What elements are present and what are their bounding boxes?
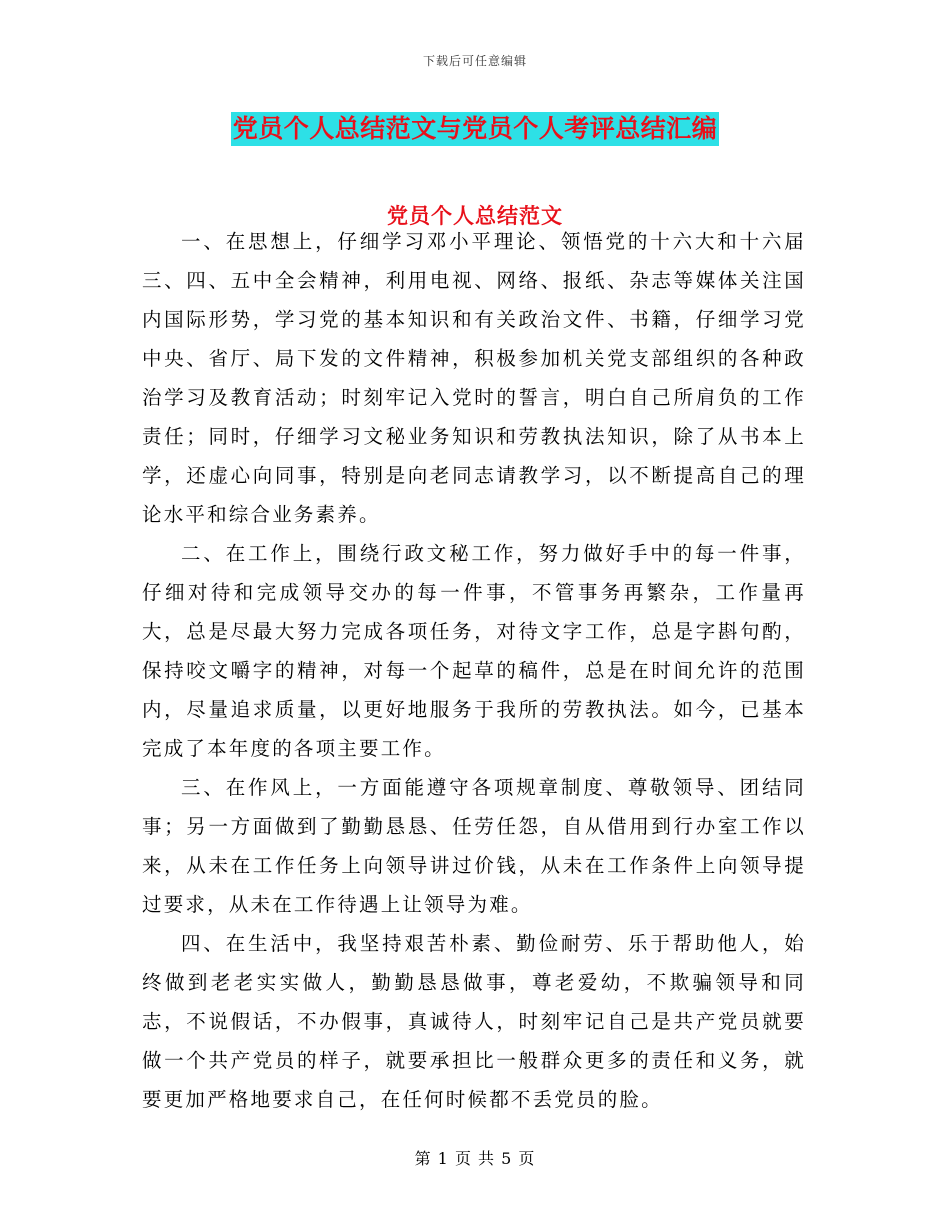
section-title: 党员个人总结范文 [387, 203, 563, 228]
paragraph-3: 三、在作风上，一方面能遵守各项规章制度、尊敬领导、团结同事；另一方面做到了勤勤恳恳、任劳任怨，自从借用到行办室工作以来，从未在工作任务上向领导讲过价钱，从未在工作条件上向领导提过要求，从未在工作待遇上让领导为难。 [142, 776, 806, 916]
document-title: 党员个人总结范文与党员个人考评总结汇编 [231, 112, 720, 146]
header-note: 下载后可任意编辑 [422, 54, 527, 68]
document-title-wrap [0, 112, 950, 146]
body-text [142, 222, 806, 1119]
paragraph-1: 一、在思想上，仔细学习邓小平理论、领悟党的十六大和十六届三、四、五中全会精神，利用电视、网络、报纸、杂志等媒体关注国内国际形势，学习党的基本知识和有关政治文件、书籍，仔细学习党中央、省厅、局下发的文件精神，积极参加机关党支部组织的各种政治学习及教育活动；时刻牢记入党时的誓言，明白自己所肩负的工作责任；同时，仔细学习文秘业务知识和劳教执法知识，除了从书本上学，还虚心向同事，特别是向老同志请教学习，以不断提高自己的理论水平和综合业务素养。 [142, 230, 806, 526]
page-footer: 第 1 页 共 5 页 [414, 1149, 536, 1168]
paragraph-2: 二、在工作上，围绕行政文秘工作，努力做好手中的每一件事，仔细对待和完成领导交办的每一件事，不管事务再繁杂，工作量再大，总是尽最大努力完成各项任务，对待文字工作，总是字斟句酌，保持咬文嚼字的精神，对每一个起草的稿件，总是在时间允许的范围内，尽量追求质量，以更好地服务于我所的劳教执法。如今，已基本完成了本年度的各项主要工作。 [142, 542, 806, 760]
paragraph-4: 四、在生活中，我坚持艰苦朴素、勤俭耐劳、乐于帮助他人，始终做到老老实实做人，勤勤恳恳做事，尊老爱幼，不欺骗领导和同志，不说假话，不办假事，真诚待人，时刻牢记自己是共产党员就要做一个共产党员的样子，就要承担比一般群众更多的责任和义务，就要更加严格地要求自己，在任何时候都不丢党员的脸。 [142, 932, 806, 1111]
